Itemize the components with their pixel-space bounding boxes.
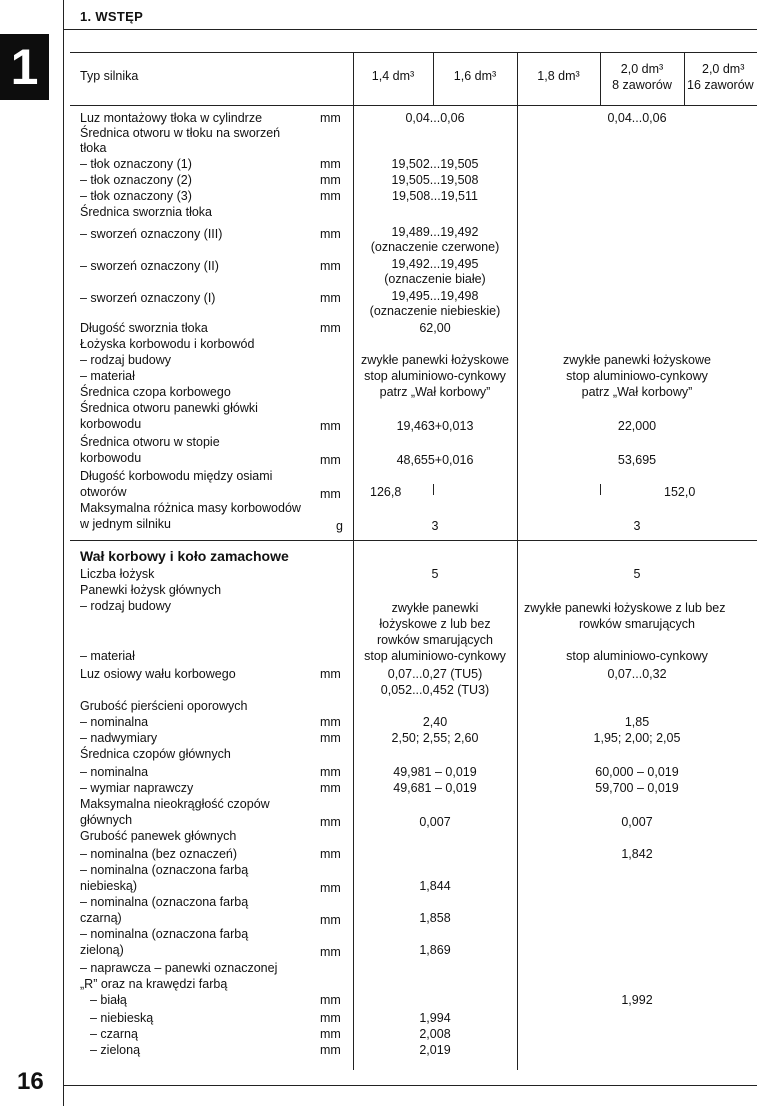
row-label: Maksymalna nieokrągłość czopów	[80, 797, 270, 811]
row-label: Średnica otworu w tłoku na sworzeń	[80, 126, 281, 140]
row-unit: mm	[320, 291, 341, 305]
row-value-a: 19,502...19,505	[391, 157, 479, 171]
row-unit: mm	[320, 419, 341, 433]
row-unit: mm	[320, 945, 341, 959]
row-label: – wymiar naprawczy	[80, 781, 194, 795]
row-label: korbowodu	[80, 451, 142, 465]
row-unit: mm	[320, 189, 341, 203]
row-value-a: 49,681 – 0,019	[393, 781, 477, 795]
row-value-b: 5	[633, 567, 641, 581]
row-value-a: 1,994	[419, 1011, 451, 1025]
row-value-a: 48,655+0,016	[396, 453, 474, 467]
row-unit: mm	[320, 1043, 341, 1057]
row-value-a: 1,869	[419, 943, 451, 957]
tick-mark-2	[600, 484, 601, 495]
row-label: – tłok oznaczony (1)	[80, 157, 192, 171]
row-label: – białą	[90, 993, 127, 1007]
row-label: – nominalna (bez oznaczeń)	[80, 847, 238, 861]
row-label: Luz montażowy tłoka w cylindrze	[80, 111, 263, 125]
col-divider-5	[684, 52, 685, 105]
row-unit: mm	[320, 259, 341, 273]
row-value-b: 152,0	[664, 485, 696, 499]
row-value-a: stop aluminiowo-cynkowy	[364, 649, 506, 663]
row-unit: mm	[320, 1027, 341, 1041]
row-label: Długość sworznia tłoka	[80, 321, 208, 335]
row-value-a: 1,858	[419, 911, 451, 925]
row-value-b: 1,842	[621, 847, 653, 861]
row-value-b: 60,000 – 0,019	[595, 765, 679, 779]
row-unit: mm	[320, 453, 341, 467]
row-unit: mm	[320, 913, 341, 927]
header-col5a: 2,0 dm³	[702, 62, 745, 76]
row-label: – nominalna (oznaczona farbą	[80, 863, 249, 877]
row-value-a: 5	[431, 567, 439, 581]
row-value-b: 53,695	[617, 453, 657, 467]
col-divider-3	[517, 52, 518, 1070]
footer-rule	[63, 1085, 757, 1086]
row-unit: mm	[320, 815, 341, 829]
header-rule	[63, 29, 757, 30]
tick-mark-1	[433, 484, 434, 495]
row-value-a: 0,052...0,452 (TU3)	[380, 683, 490, 697]
row-label: Łożyska korbowodu i korbowód	[80, 337, 255, 351]
header-col3: 1,8 dm³	[537, 69, 580, 83]
row-value-a: 2,019	[419, 1043, 451, 1057]
page-header: 1. WSTĘP	[80, 9, 144, 24]
row-value-b: 1,85	[624, 715, 650, 729]
row-unit: mm	[320, 993, 341, 1007]
row-unit: g	[336, 519, 343, 533]
row-note: (oznaczenie niebieskie)	[369, 304, 501, 318]
row-unit: mm	[320, 173, 341, 187]
table-header-rule	[70, 105, 757, 106]
row-label: tłoka	[80, 141, 107, 155]
row-value-a: łożyskowe z lub bez	[379, 617, 491, 631]
table-top-rule	[70, 52, 757, 53]
row-value-b: 0,07...0,32	[607, 667, 667, 681]
row-value-a: stop aluminiowo-cynkowy	[364, 369, 506, 383]
row-value-b: 1,992	[621, 993, 653, 1007]
row-label: – niebieską	[90, 1011, 154, 1025]
row-label: Średnica czopów głównych	[80, 747, 231, 761]
row-value-b: stop aluminiowo-cynkowy	[566, 649, 708, 663]
chapter-tab: 1	[0, 34, 49, 100]
row-label: – materiał	[80, 649, 135, 663]
header-col5b: 16 zaworów	[687, 78, 754, 92]
row-label: – tłok oznaczony (2)	[80, 173, 192, 187]
row-value-a: rowków smarujących	[376, 633, 493, 647]
row-label: głównych	[80, 813, 133, 827]
row-label: – nominalna (oznaczona farbą	[80, 927, 249, 941]
row-note: (oznaczenie białe)	[384, 272, 486, 286]
row-label: Panewki łożysk głównych	[80, 583, 222, 597]
row-label: Liczba łożysk	[80, 567, 155, 581]
row-label: w jednym silniku	[80, 517, 172, 531]
left-margin-rule	[63, 0, 64, 1106]
row-value-b: zwykłe panewki łożyskowe	[563, 353, 711, 367]
row-value-b: 3	[633, 519, 641, 533]
row-label: – nominalna (oznaczona farbą	[80, 895, 249, 909]
row-label: Średnica otworu w stopie	[80, 435, 220, 449]
row-value-a: 0,04...0,06	[405, 111, 465, 125]
row-label: korbowodu	[80, 417, 142, 431]
row-value-b: rowków smarujących	[578, 617, 695, 631]
row-label: Luz osiowy wału korbowego	[80, 667, 236, 681]
header-col4a: 2,0 dm³	[620, 62, 664, 76]
row-label: – czarną	[90, 1027, 138, 1041]
row-value-a: 2,40	[422, 715, 448, 729]
row-label: – zieloną	[90, 1043, 141, 1057]
row-label: Grubość panewek głównych	[80, 829, 237, 843]
header-col1: 1,4 dm³	[371, 69, 415, 83]
row-label: otworów	[80, 485, 127, 499]
row-label: Maksymalna różnica masy korbowodów	[80, 501, 301, 515]
row-value-a: 0,007	[419, 815, 451, 829]
row-unit: mm	[320, 715, 341, 729]
row-value-a: 1,844	[419, 879, 451, 893]
row-label: czarną)	[80, 911, 122, 925]
row-label: Średnica czopa korbowego	[80, 385, 231, 399]
row-note: (oznaczenie czerwone)	[370, 240, 500, 254]
row-label: – sworzeń oznaczony (III)	[80, 227, 223, 241]
row-label: – materiał	[80, 369, 135, 383]
row-value-a: 49,981 – 0,019	[393, 765, 477, 779]
section-title: Wał korbowy i koło zamachowe	[80, 548, 289, 564]
row-value-a: 19,463+0,013	[396, 419, 474, 433]
row-label: Średnica sworznia tłoka	[80, 205, 213, 219]
row-value-b: stop aluminiowo-cynkowy	[566, 369, 708, 383]
row-unit: mm	[320, 227, 341, 241]
row-label: zieloną)	[80, 943, 124, 957]
page-number: 16	[17, 1068, 44, 1095]
row-unit: mm	[320, 111, 341, 125]
row-label: niebieską)	[80, 879, 137, 893]
row-value-a: 19,505...19,508	[391, 173, 479, 187]
row-value-a: zwykłe panewki	[391, 601, 479, 615]
row-label: – nadwymiary	[80, 731, 158, 745]
header-col2: 1,6 dm³	[453, 69, 497, 83]
row-value-a: 19,508...19,511	[392, 189, 478, 203]
row-value-b: 22,000	[617, 419, 657, 433]
row-label: – rodzaj budowy	[80, 599, 172, 613]
row-value-b: 1,95; 2,00; 2,05	[593, 731, 681, 745]
row-label: Grubość pierścieni oporowych	[80, 699, 248, 713]
header-label: Typ silnika	[80, 69, 139, 83]
row-label: – nominalna	[80, 765, 149, 779]
row-unit: mm	[320, 765, 341, 779]
row-value-b: 0,04...0,06	[607, 111, 667, 125]
row-value-b: 0,007	[621, 815, 653, 829]
row-unit: mm	[320, 781, 341, 795]
row-value-a: 3	[431, 519, 439, 533]
row-value-a: 19,492...19,495	[391, 257, 479, 271]
row-label: – sworzeń oznaczony (II)	[80, 259, 219, 273]
row-label: „R” oraz na krawędzi farbą	[80, 977, 228, 991]
row-unit: mm	[320, 731, 341, 745]
row-unit: mm	[320, 847, 341, 861]
row-value-b: 59,700 – 0,019	[595, 781, 679, 795]
row-unit: mm	[320, 881, 341, 895]
row-value-a: 126,8	[370, 485, 402, 499]
row-label: Długość korbowodu między osiami	[80, 469, 273, 483]
row-label: – naprawcza – panewki oznaczonej	[80, 961, 278, 975]
row-value-a: 2,008	[419, 1027, 451, 1041]
row-unit: mm	[320, 667, 341, 681]
row-value-a: 2,50; 2,55; 2,60	[391, 731, 479, 745]
row-unit: mm	[320, 321, 341, 335]
row-value-b: patrz „Wał korbowy”	[581, 385, 693, 399]
row-label: Średnica otworu panewki główki	[80, 401, 258, 415]
section-rule	[70, 540, 757, 541]
row-unit: mm	[320, 157, 341, 171]
row-value-a: 19,495...19,498	[391, 289, 479, 303]
header-col4b: 8 zaworów	[612, 78, 672, 92]
row-unit: mm	[320, 487, 341, 501]
row-value-b: zwykłe panewki łożyskowe z lub bez	[524, 601, 726, 615]
row-label: – tłok oznaczony (3)	[80, 189, 192, 203]
row-label: – rodzaj budowy	[80, 353, 172, 367]
row-label: – sworzeń oznaczony (I)	[80, 291, 216, 305]
row-unit: mm	[320, 1011, 341, 1025]
row-value-a: patrz „Wał korbowy”	[379, 385, 491, 399]
row-value-a: zwykłe panewki łożyskowe	[361, 353, 509, 367]
row-value-a: 0,07...0,27 (TU5)	[387, 667, 483, 681]
row-label: – nominalna	[80, 715, 149, 729]
row-value-a: 19,489...19,492	[391, 225, 479, 239]
row-value-a: 62,00	[419, 321, 451, 335]
